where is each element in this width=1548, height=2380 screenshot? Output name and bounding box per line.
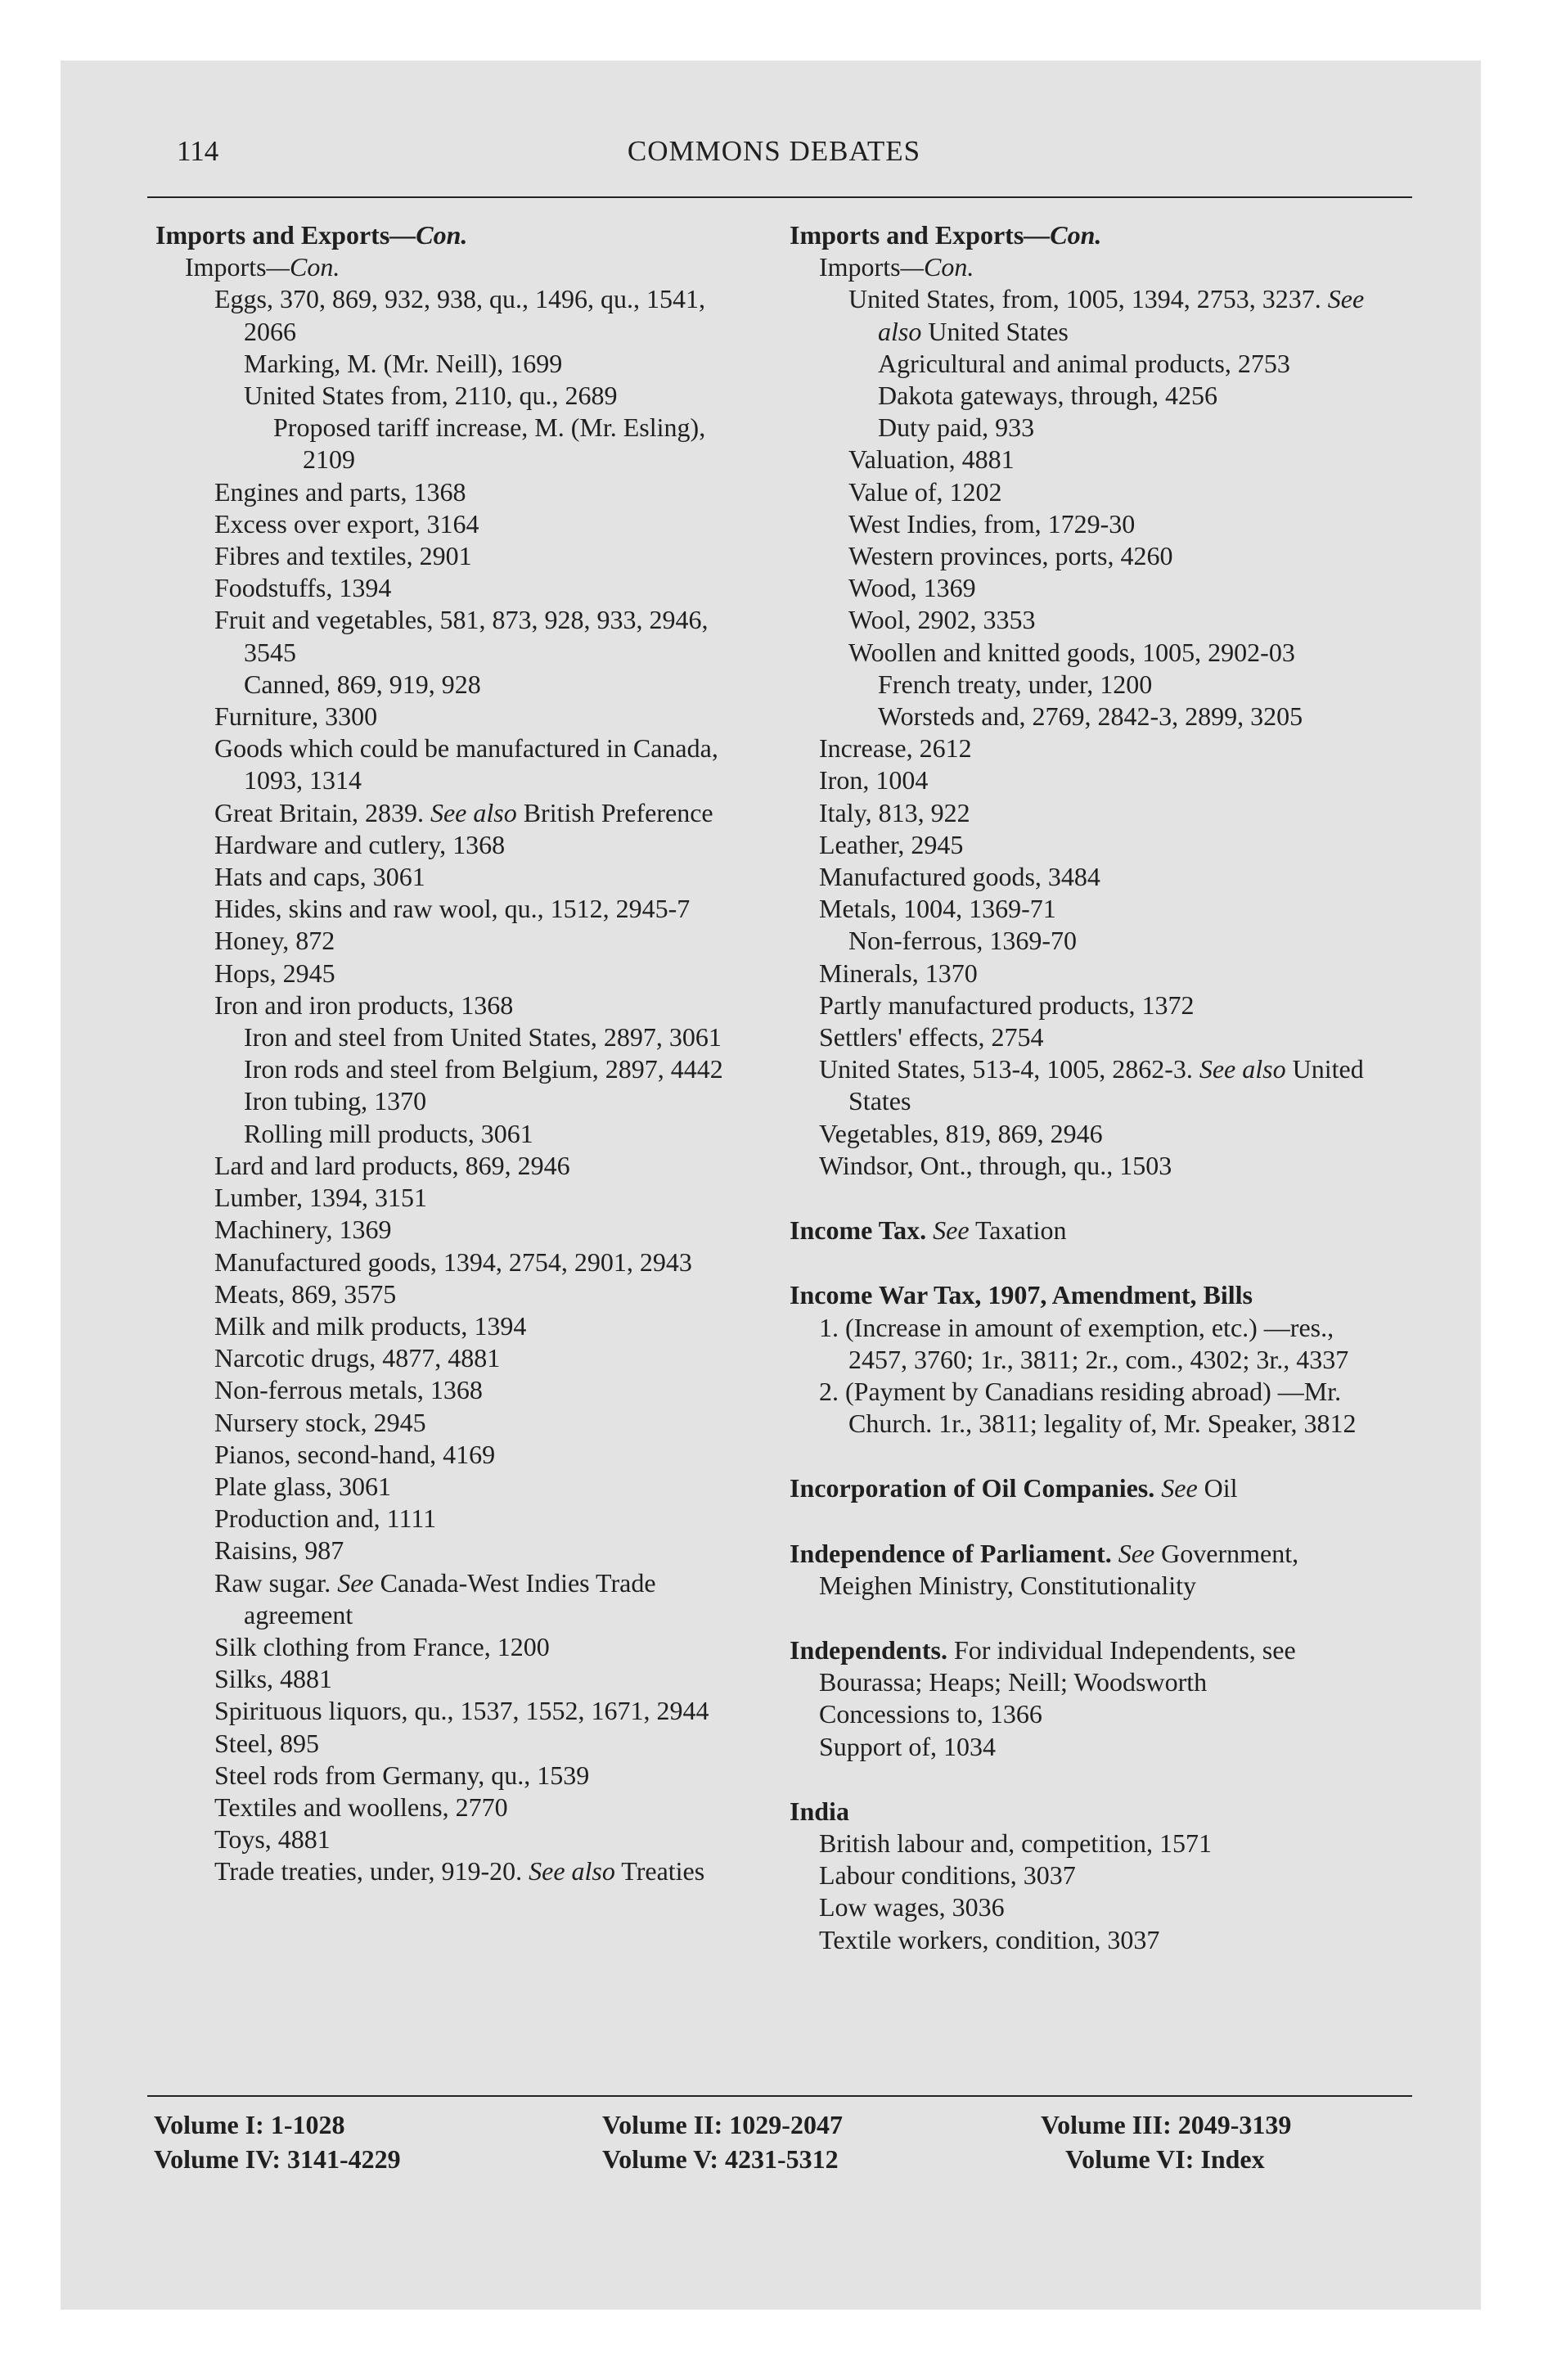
index-entry: [155, 925, 761, 957]
index-entry: [155, 1663, 761, 1695]
entry-text: British labour and, competition, 1571: [819, 1828, 1212, 1858]
entry-text: Manufactured goods, 3484: [819, 862, 1100, 892]
index-entry: [155, 1118, 761, 1150]
index-heading: [790, 1215, 1395, 1246]
index-entry: [155, 1214, 761, 1246]
entry-text: Goods which could be manufactured in Canada, 1093, 1314: [214, 733, 718, 796]
reference-target: United States: [928, 316, 1069, 346]
entry-text: Manufactured goods, 1394, 2754, 2901, 2943: [214, 1246, 692, 1277]
entry-text: Lard and lard products, 869, 2946: [214, 1150, 570, 1180]
reference-target: Government, Meighen Ministry, Constitutionality: [819, 1538, 1299, 1600]
volume-4: Volume IV: 3141-4229: [154, 2144, 401, 2174]
index-heading: [790, 1634, 1395, 1698]
continued-marker: —Con.: [389, 220, 468, 250]
index-entry: [155, 604, 761, 668]
index-entry: [790, 861, 1395, 893]
entry-text: Woollen and knitted goods, 1005, 2902-03: [848, 637, 1295, 667]
heading-text: Income War Tax, 1907, Amendment, Bills: [790, 1280, 1253, 1310]
index-entry: [155, 989, 761, 1021]
volume-6: Volume VI: Index: [1065, 2144, 1265, 2174]
index-entry: [790, 637, 1395, 669]
entry-text: Partly manufactured products, 1372: [819, 989, 1195, 1020]
see-reference: See: [337, 1567, 374, 1598]
index-entry: [790, 989, 1395, 1021]
index-entry: [790, 348, 1395, 380]
entry-text: Textiles and woollens, 2770: [214, 1792, 508, 1822]
index-entry: [790, 1859, 1395, 1891]
entry-text: Lumber, 1394, 3151: [214, 1183, 428, 1213]
index-entry: [790, 1698, 1395, 1730]
entry-text: Silks, 4881: [214, 1664, 333, 1694]
reference-target: United States: [848, 1054, 1364, 1116]
entry-text: Nursery stock, 2945: [214, 1407, 426, 1437]
entry-text: Marking, M. (Mr. Neill), 1699: [244, 348, 563, 378]
reference-target: Taxation: [974, 1215, 1067, 1246]
see-reference: See: [1161, 1473, 1198, 1503]
index-entry: [155, 1246, 761, 1278]
reference-target: British Preference: [523, 797, 713, 827]
index-entry: [155, 861, 761, 893]
index-entry: [155, 1631, 761, 1663]
see-reference: See: [1118, 1538, 1155, 1568]
entry-text: United States from, 2110, qu., 2689: [244, 381, 618, 411]
entry-text: Raisins, 987: [214, 1535, 344, 1566]
heading-text: Independence of Parliament.: [790, 1538, 1112, 1568]
continued-marker: —Con.: [1024, 220, 1102, 250]
index-entry: [155, 508, 761, 540]
index-entry: [155, 669, 761, 701]
entry-text: Labour conditions, 3037: [819, 1860, 1076, 1891]
see-reference: See also: [1199, 1054, 1286, 1084]
entry-text: Increase, 2612: [819, 733, 972, 764]
entry-text: Iron tubing, 1370: [244, 1086, 427, 1116]
index-entry: [155, 1728, 761, 1760]
see-reference: See also: [430, 797, 517, 827]
entry-text: Fibres and textiles, 2901: [214, 541, 472, 571]
index-heading: [155, 219, 761, 251]
entry-text: Milk and milk products, 1394: [214, 1310, 527, 1341]
index-entry: [155, 380, 761, 412]
index-entry: [790, 669, 1395, 701]
index-entry: [790, 797, 1395, 829]
entry-text: Worsteds and, 2769, 2842-3, 2899, 3205: [878, 701, 1303, 732]
index-heading: [790, 1796, 1395, 1828]
volume-5: Volume V: 4231-5312: [602, 2144, 839, 2174]
index-entry: [155, 1407, 761, 1439]
entry-text: Meats, 869, 3575: [214, 1278, 397, 1309]
entry-text: Non-ferrous metals, 1368: [214, 1375, 483, 1405]
index-entry: [155, 1310, 761, 1342]
entry-text: West Indies, from, 1729-30: [848, 508, 1136, 539]
entry-text: Value of, 1202: [848, 476, 1002, 507]
running-title: COMMONS DEBATES: [627, 135, 921, 167]
index-heading: [790, 1538, 1395, 1602]
index-heading: [790, 1279, 1395, 1311]
index-entry: [155, 732, 761, 796]
entry-text: Fruit and vegetables, 581, 873, 928, 933, 2946, 3545: [214, 605, 709, 667]
index-entry: [155, 1823, 761, 1855]
index-entry: [155, 540, 761, 572]
entry-text: Proposed tariff increase, M. (Mr. Esling), 2109: [273, 412, 706, 475]
entry-text: Machinery, 1369: [214, 1215, 392, 1245]
index-entry: [790, 283, 1395, 347]
index-entry: [155, 1855, 761, 1887]
entry-text: Concessions to, 1366: [819, 1699, 1042, 1729]
index-entry: [790, 1828, 1395, 1859]
entry-text: Great Britain, 2839.: [214, 797, 424, 827]
entry-text: Canned, 869, 919, 928: [244, 669, 481, 699]
heading-text: Incorporation of Oil Companies.: [790, 1473, 1155, 1503]
entry-text: Hops, 2945: [214, 958, 335, 988]
entry-text: Valuation, 4881: [848, 444, 1015, 475]
entry-text: Agricultural and animal products, 2753: [878, 348, 1290, 378]
see-reference: See also: [878, 284, 1365, 346]
index-entry: [790, 508, 1395, 540]
entry-text: Narcotic drugs, 4877, 4881: [214, 1343, 501, 1373]
entry-text: Italy, 813, 922: [819, 797, 970, 827]
entry-text: United States, 513-4, 1005, 2862-3.: [819, 1054, 1193, 1084]
heading-text: Independents.: [790, 1634, 947, 1665]
entry-text: Foodstuffs, 1394: [214, 573, 392, 603]
index-entry: [155, 1053, 761, 1085]
entry-text: Wool, 2902, 3353: [848, 605, 1036, 635]
header-rule: [147, 196, 1412, 198]
entry-text: Iron and iron products, 1368: [214, 989, 514, 1020]
left-column: [155, 219, 761, 1888]
entry-text: Textile workers, condition, 3037: [819, 1924, 1160, 1954]
entry-text: Rolling mill products, 3061: [244, 1118, 533, 1148]
entry-text: Raw sugar.: [214, 1567, 331, 1598]
index-entry: [790, 1053, 1395, 1117]
index-heading: [790, 1472, 1395, 1504]
entry-text: Trade treaties, under, 919-20.: [214, 1856, 523, 1886]
index-entry: [790, 604, 1395, 636]
right-column: [790, 219, 1395, 1956]
index-entry: [790, 476, 1395, 508]
index-entry: [790, 1891, 1395, 1923]
entry-text: 2. (Payment by Canadians residing abroad) —Mr. Church. 1r., 3811; legality of, Mr. Speaker, 3812: [819, 1376, 1357, 1439]
index-entry: [155, 476, 761, 508]
footer-rule: [147, 2095, 1412, 2097]
entry-text: Imports: [185, 252, 267, 282]
entry-text: Honey, 872: [214, 926, 335, 956]
index-entry: [790, 1118, 1395, 1150]
index-entry: [155, 348, 761, 380]
index-entry: [790, 251, 1395, 283]
index-entry: [790, 1312, 1395, 1376]
entry-text: Windsor, Ont., through, qu., 1503: [819, 1150, 1172, 1180]
entry-text: Excess over export, 3164: [214, 508, 479, 539]
index-entry: [790, 925, 1395, 957]
entry-text: Iron rods and steel from Belgium, 2897, 4442: [244, 1054, 723, 1084]
index-entry: [155, 1695, 761, 1727]
continued-marker: —Con.: [900, 252, 974, 282]
index-entry: [155, 1021, 761, 1053]
entry-text: Pianos, second-hand, 4169: [214, 1439, 496, 1469]
index-entry: [790, 764, 1395, 796]
reference-target: For individual Independents, see Bourassa; Heaps; Neill; Woodsworth: [819, 1634, 1296, 1697]
index-entry: [155, 1471, 761, 1503]
entry-text: Wood, 1369: [848, 573, 976, 603]
volume-1: Volume I: 1-1028: [154, 2110, 345, 2139]
entry-text: Dakota gateways, through, 4256: [878, 381, 1218, 411]
index-entry: [790, 572, 1395, 604]
reference-target: Canada-West Indies Trade agreement: [244, 1567, 656, 1629]
entry-text: Imports: [819, 252, 901, 282]
volume-3: Volume III: 2049-3139: [1041, 2110, 1292, 2139]
index-entry: [790, 701, 1395, 732]
index-entry: [155, 1760, 761, 1792]
index-entry: [790, 1376, 1395, 1440]
index-entry: [155, 1792, 761, 1823]
entry-text: Plate glass, 3061: [214, 1471, 391, 1501]
index-entry: [155, 412, 761, 476]
heading-text: India: [790, 1796, 849, 1826]
index-entry: [155, 1150, 761, 1182]
entry-text: Steel rods from Germany, qu., 1539: [214, 1760, 590, 1790]
index-entry: [790, 412, 1395, 444]
index-entry: [155, 1439, 761, 1471]
index-entry: [155, 572, 761, 604]
entry-text: Support of, 1034: [819, 1731, 996, 1761]
entry-text: Settlers' effects, 2754: [819, 1022, 1044, 1053]
index-entry: [155, 1278, 761, 1310]
entry-text: Hardware and cutlery, 1368: [214, 829, 506, 859]
entry-text: Minerals, 1370: [819, 958, 978, 988]
entry-text: Hats and caps, 3061: [214, 862, 425, 892]
index-entry: [790, 829, 1395, 861]
index-entry: [155, 701, 761, 732]
index-entry: [155, 829, 761, 861]
entry-text: Spirituous liquors, qu., 1537, 1552, 1671, 2944: [214, 1696, 709, 1726]
entry-text: Silk clothing from France, 1200: [214, 1631, 550, 1661]
entry-text: Toys, 4881: [214, 1824, 331, 1855]
index-entry: [155, 251, 761, 283]
see-reference: See: [933, 1215, 970, 1246]
index-entry: [155, 1374, 761, 1406]
entry-text: Furniture, 3300: [214, 701, 378, 732]
entry-text: Steel, 895: [214, 1728, 319, 1758]
entry-text: Engines and parts, 1368: [214, 476, 466, 507]
entry-text: Duty paid, 933: [878, 412, 1035, 443]
heading-text: Income Tax.: [790, 1215, 927, 1246]
index-entry: [790, 1731, 1395, 1763]
index-entry: [790, 380, 1395, 412]
continued-marker: —Con.: [266, 252, 340, 282]
index-entry: [155, 893, 761, 925]
volume-2: Volume II: 1029-2047: [602, 2110, 843, 2139]
index-entry: [155, 1503, 761, 1535]
entry-text: 1. (Increase in amount of exemption, etc.) —res., 2457, 3760; 1r., 3811; 2r., com., 4302; 3r., 4337: [819, 1312, 1349, 1374]
index-entry: [790, 1924, 1395, 1956]
entry-text: Metals, 1004, 1369-71: [819, 894, 1056, 924]
entry-text: Vegetables, 819, 869, 2946: [819, 1118, 1103, 1148]
index-entry: [790, 444, 1395, 476]
see-reference: See also: [529, 1856, 615, 1886]
index-entry: [155, 1342, 761, 1374]
index-entry: [790, 540, 1395, 572]
index-entry: [155, 1567, 761, 1631]
heading-text: Imports and Exports: [790, 220, 1024, 250]
entry-text: Non-ferrous, 1369-70: [848, 926, 1078, 956]
entry-text: United States, from, 1005, 1394, 2753, 3237.: [848, 284, 1321, 314]
index-entry: [155, 1085, 761, 1117]
index-heading: [790, 219, 1395, 251]
entry-text: French treaty, under, 1200: [878, 669, 1153, 699]
index-entry: [155, 1182, 761, 1214]
reference-target: Treaties: [621, 1856, 705, 1886]
index-entry: [790, 893, 1395, 925]
index-entry: [155, 958, 761, 989]
index-entry: [155, 283, 761, 347]
entry-text: Hides, skins and raw wool, qu., 1512, 2945-7: [214, 894, 691, 924]
index-entry: [790, 732, 1395, 764]
entry-text: Iron and steel from United States, 2897, 3061: [244, 1022, 722, 1053]
index-entry: [790, 1150, 1395, 1182]
entry-text: Iron, 1004: [819, 765, 929, 796]
index-entry: [155, 797, 761, 829]
reference-target: Oil: [1204, 1473, 1238, 1503]
index-entry: [790, 958, 1395, 989]
index-entry: [790, 1021, 1395, 1053]
index-entry: [155, 1535, 761, 1566]
heading-text: Imports and Exports: [155, 220, 390, 250]
entry-text: Production and, 1111: [214, 1503, 437, 1534]
entry-text: Western provinces, ports, 4260: [848, 541, 1173, 571]
entry-text: Leather, 2945: [819, 829, 964, 859]
page-number: 114: [177, 135, 219, 167]
entry-text: Eggs, 370, 869, 932, 938, qu., 1496, qu., 1541, 2066: [214, 284, 705, 346]
entry-text: Low wages, 3036: [819, 1892, 1005, 1922]
